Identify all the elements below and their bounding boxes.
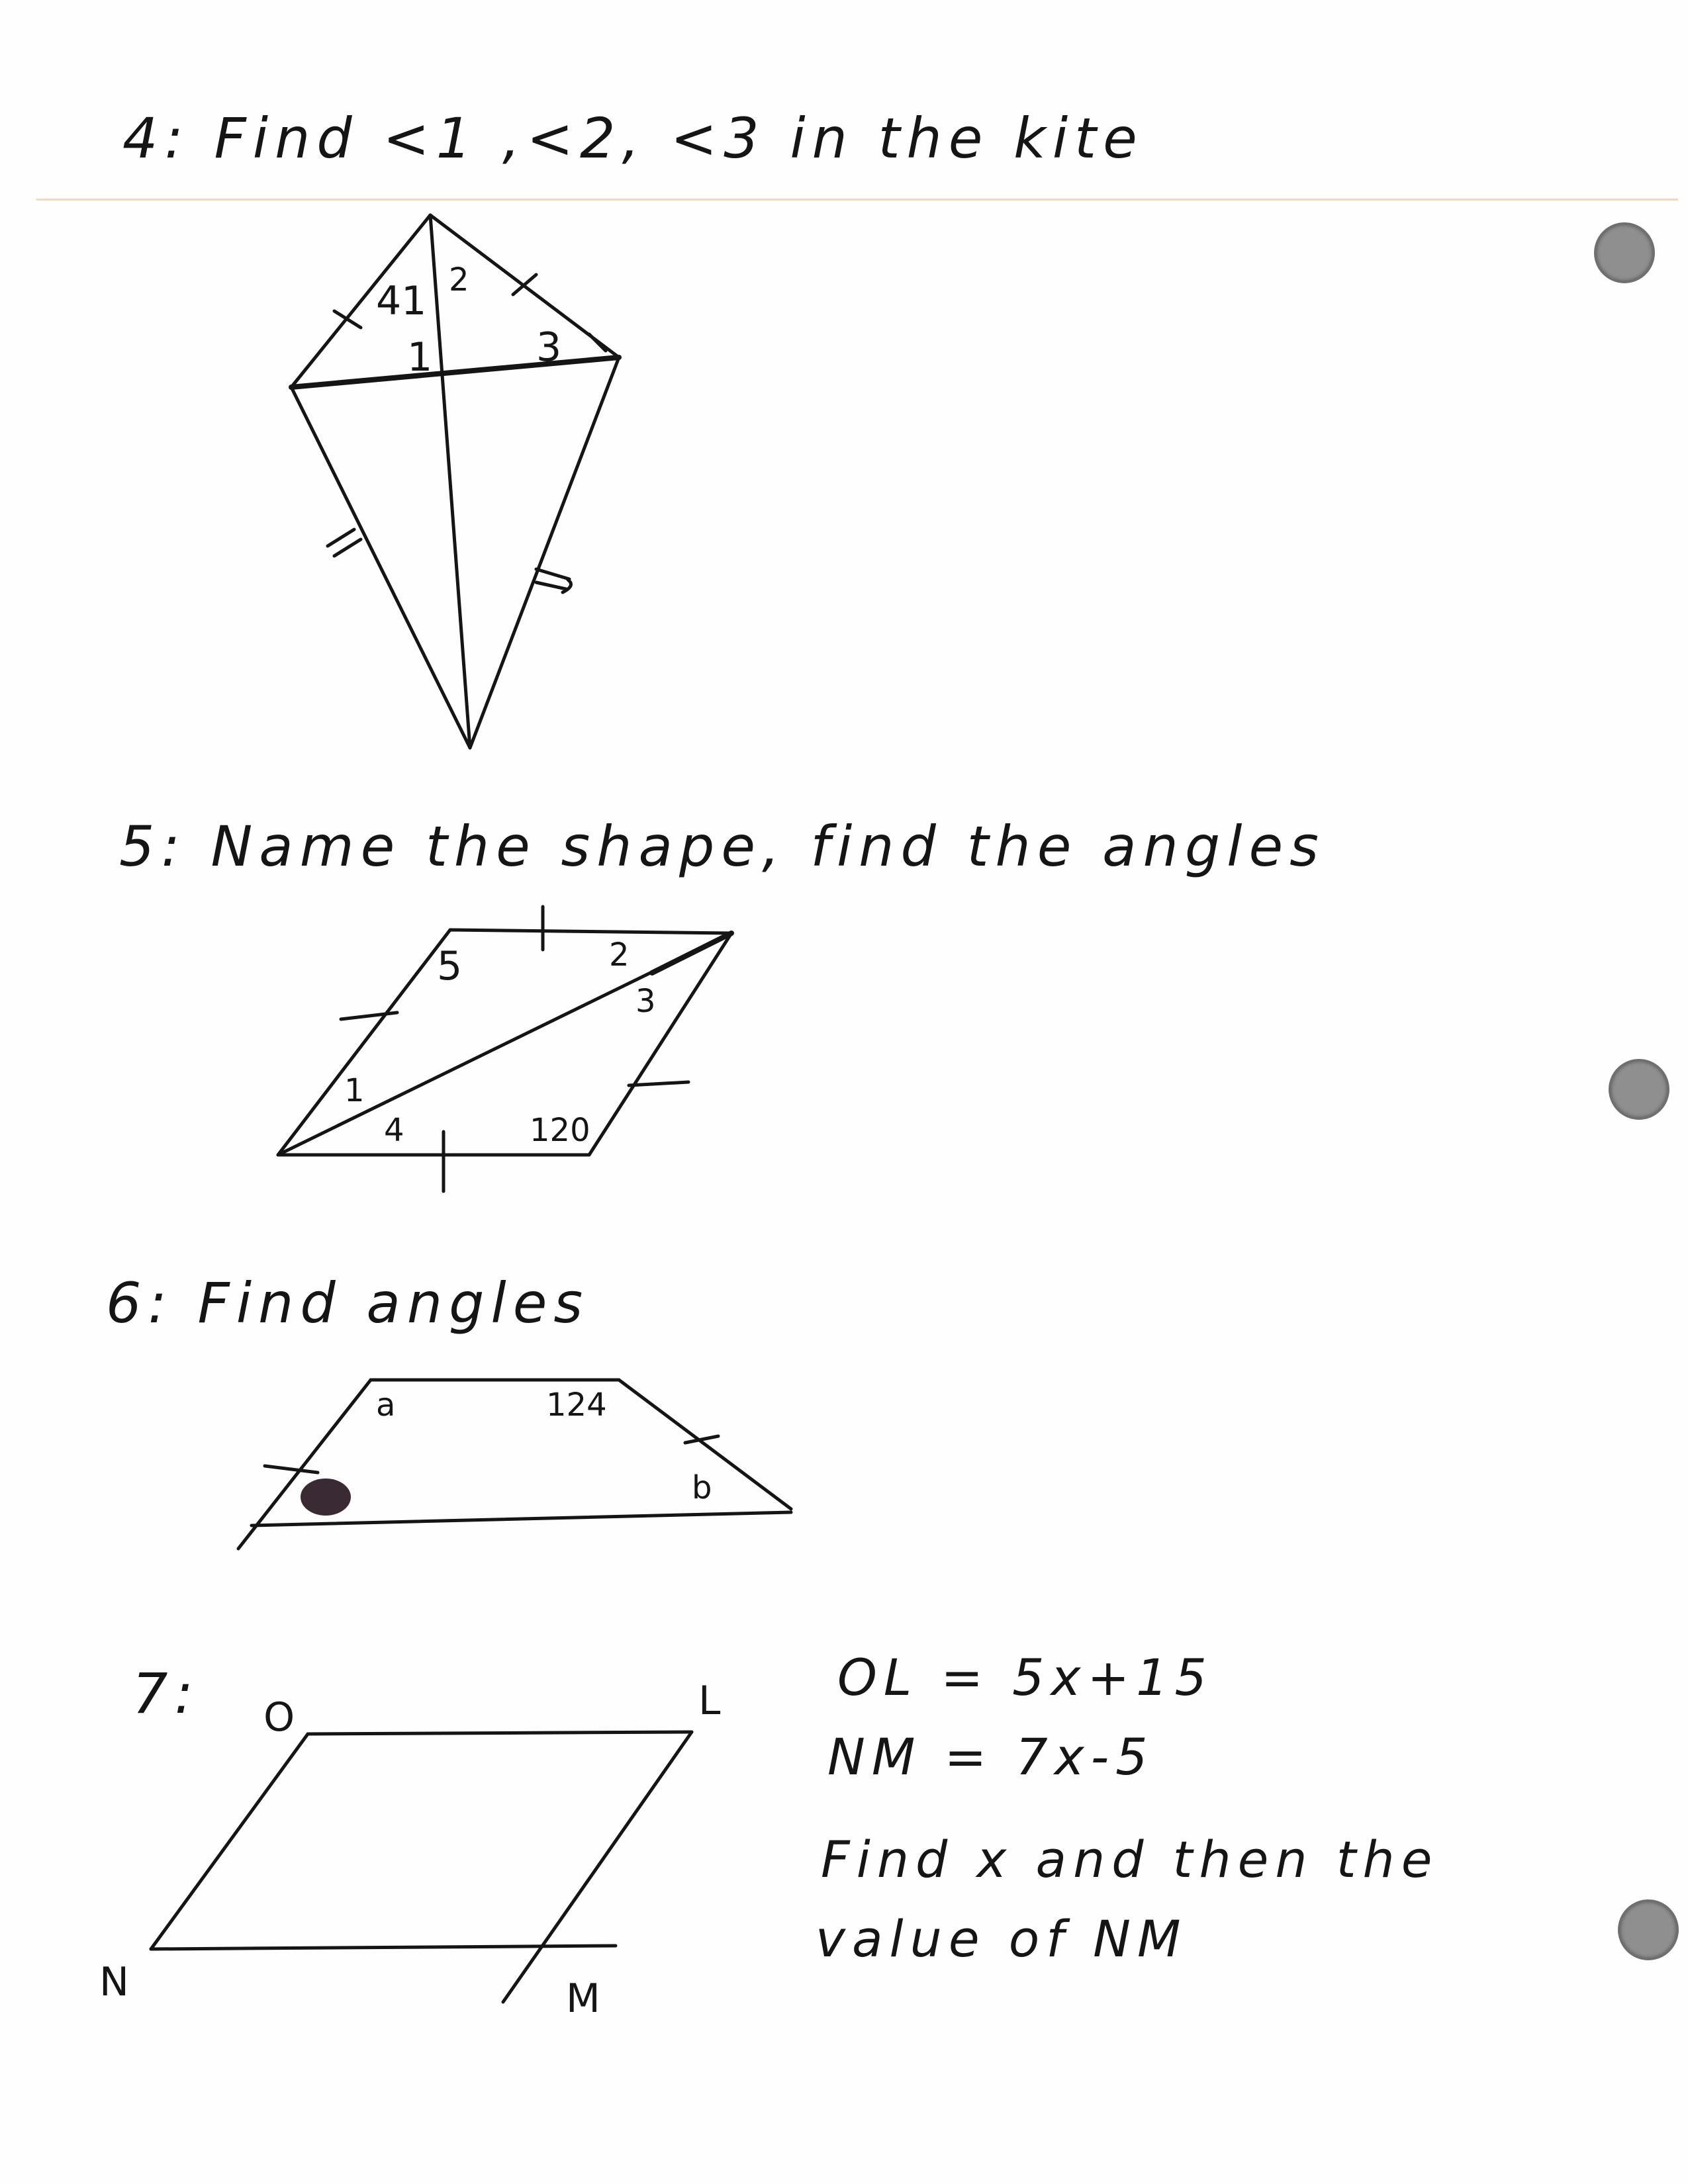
- q7-instruction-line-1: Find x and then the: [821, 1830, 1439, 1889]
- q6-angle-b-label: b: [692, 1469, 712, 1506]
- parallelogram-bottom-side: [151, 1946, 616, 1949]
- q7-number: 7:: [132, 1661, 200, 1726]
- q5-prompt: 5: Name the shape, find the angles: [119, 814, 1325, 879]
- q6-given-angle-label: 124: [546, 1387, 607, 1424]
- ink-blot: [301, 1479, 351, 1516]
- trapezoid-figure: [238, 1380, 791, 1549]
- rhombus-tick-right: [629, 1082, 688, 1085]
- q7-instruction-line-2: value of NM: [816, 1909, 1188, 1968]
- q5-angle-2-label: 2: [609, 936, 630, 974]
- kite-double-tick-1: [328, 529, 354, 546]
- q4-angle-1-label: 1: [407, 334, 433, 381]
- kite-arrow-mark: [589, 334, 606, 351]
- kite-double-tick-2: [334, 539, 361, 556]
- parallelogram-left-side: [151, 1734, 308, 1949]
- trapezoid-tick-left: [265, 1466, 318, 1473]
- kite-double-tick-right: [536, 569, 571, 592]
- q5-angle-1-label: 1: [344, 1072, 365, 1109]
- parallelogram-figure: [151, 1732, 692, 2002]
- q7-equation-ol: OL = 5x+15: [837, 1648, 1213, 1707]
- q5-angle-5-label: 5: [437, 943, 463, 989]
- q7-vertex-m-label: M: [566, 1976, 600, 2022]
- q5-angle-4-label: 4: [384, 1112, 404, 1149]
- q7-vertex-n-label: N: [99, 1959, 129, 2005]
- parallelogram-top-side: [308, 1732, 692, 1734]
- q7-vertex-l-label: L: [698, 1678, 721, 1724]
- q6-prompt: 6: Find angles: [106, 1271, 590, 1336]
- q4-prompt: 4: Find <1 ,<2, <3 in the kite: [122, 106, 1144, 171]
- q5-given-angle-label: 120: [530, 1112, 590, 1149]
- q7-vertex-o-label: O: [263, 1694, 295, 1741]
- q4-angle-3-label: 3: [536, 324, 562, 371]
- parallelogram-right-side-extended: [503, 1732, 692, 2002]
- q6-angle-a-label: a: [376, 1387, 396, 1424]
- rhombus-figure: [278, 907, 731, 1191]
- kite-tick-upper-left: [334, 311, 361, 328]
- q7-equation-nm: NM = 7x-5: [827, 1727, 1154, 1786]
- q5-angle-3-label: 3: [635, 983, 656, 1020]
- rhombus-tick-left: [341, 1013, 397, 1019]
- q4-angle-2-label: 2: [449, 261, 469, 298]
- kite-cross-diagonal: [291, 357, 619, 387]
- q4-given-angle-label: 41: [376, 278, 427, 324]
